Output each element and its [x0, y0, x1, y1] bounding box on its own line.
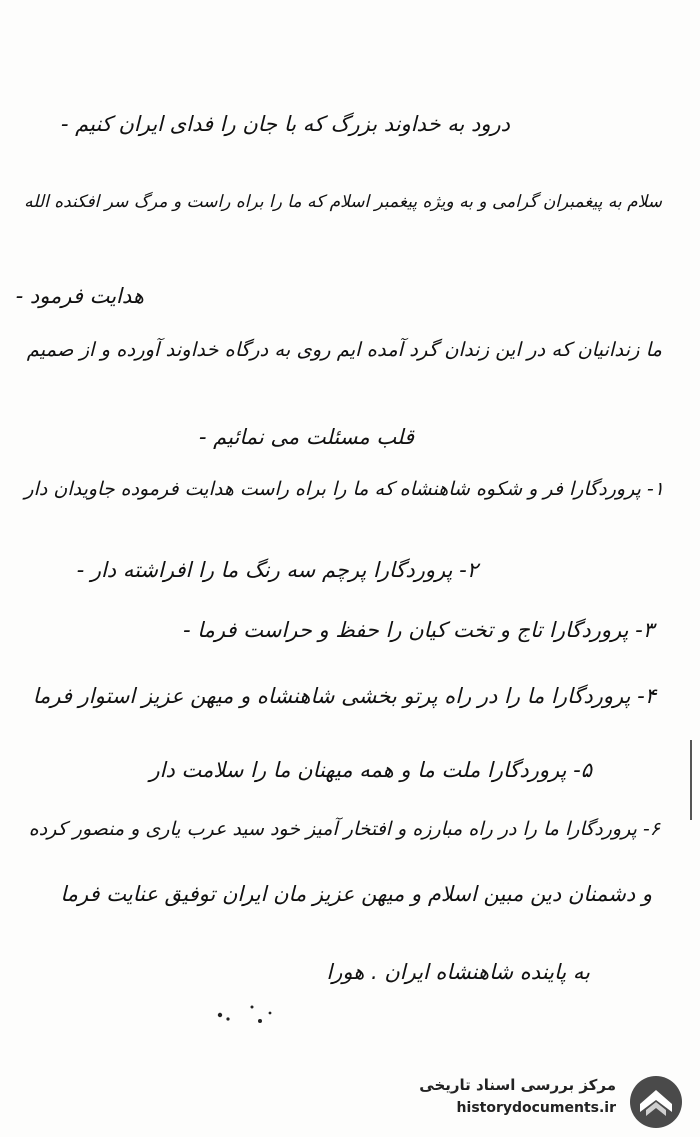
ink-specks [200, 995, 290, 1035]
document-line-1: درود به خداوند بزرگ که با جان را فدای ایران کنیم - [60, 112, 510, 136]
document-line-13: به پاینده شاهنشاه ایران . هورا [326, 960, 590, 984]
document-line-9: ۴- پروردگارا ما را در راه پرتو بخشی شاهنشاه و میهن عزیز استوار فرما [32, 684, 656, 708]
document-line-8: ۳- پروردگارا تاج و تخت کیان را حفظ و حراست فرما - [183, 618, 654, 642]
archive-name: مرکز بررسی اسناد تاریخی [419, 1076, 616, 1094]
document-line-11: ۶- پروردگارا ما را در راه مبارزه و افتخار آمیز خود سید عرب یاری و منصور کرده [28, 818, 660, 840]
document-line-6: ۱- پروردگارا فر و شکوه شاهنشاه که ما را براه راست هدایت فرموده جاویدان دار [24, 478, 664, 500]
book-logo-icon [628, 1074, 684, 1130]
archive-url[interactable]: historydocuments.ir [456, 1100, 616, 1116]
document-line-3: هدایت فرمود - [15, 284, 144, 308]
document-line-10: ۵- پروردگارا ملت ما و همه میهنان ما را سلامت دار [149, 758, 592, 782]
document-line-2: سلام به پیغمبران گرامی و به ویژه پیغمبر اسلام که ما را براه راست و مرگ سر افکنده الله [24, 192, 662, 212]
margin-scan-mark [690, 740, 692, 820]
document-line-5: قلب مسئلت می نمائیم - [198, 425, 414, 449]
document-line-7: ۲- پروردگارا پرچم سه رنگ ما را افراشته دار - [76, 558, 478, 582]
document-line-12: و دشمنان دین مبین اسلام و میهن عزیز مان ایران توفیق عنایت فرما [60, 882, 652, 906]
archive-footer [412, 1070, 694, 1132]
document-line-4: ما زندانیان که در این زندان گرد آمده ایم روی به درگاه خداوند آورده و از صمیم [26, 338, 662, 361]
